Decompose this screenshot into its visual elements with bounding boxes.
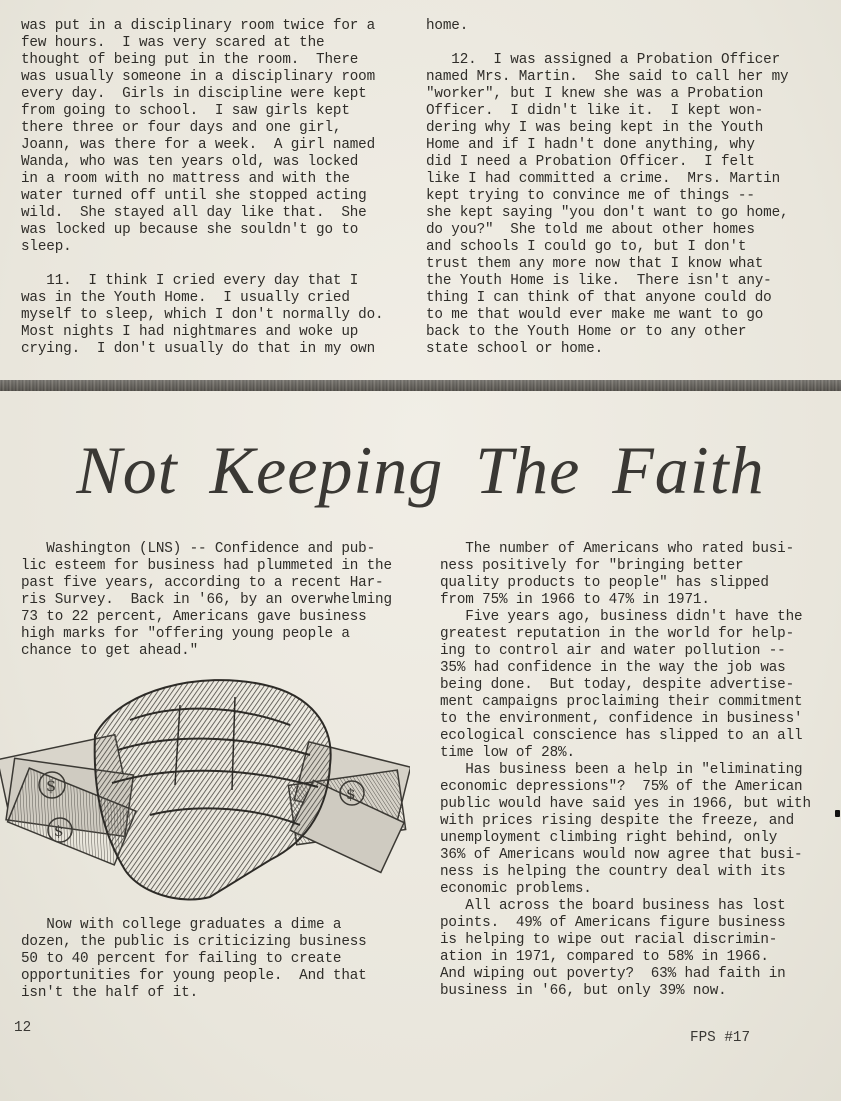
article-closing-paragraph: Now with college graduates a dime a dozen, the public is criticizing business 50 to 40 percent for failing to create opportunities for young people. And that isn't the half of it. [21, 917, 367, 1001]
edge-mark [835, 810, 840, 817]
top-left-column [21, 18, 406, 358]
svg-text:$: $ [54, 822, 64, 840]
article-body-text: The number of Americans who rated busi- ness positively for "bringing better quality products to people" has slipped from 75% in 1966 to 47% in 1971. Five years ago, business didn't have the greatest reputation in the world for help- ing to control air and water pollution -- 35% had confidence in the way the job was being done. But today, despite advertise- ment campaigns proclaiming their commitment to the environment, confidence in business' ecological conscience has slipped to an all time low of 28%. Has business been a help in "eliminating economic depressions"? 75% of the American public would have said yes in 1966, but with with prices rising despite the freeze, and unemployment climbing right behind, only 36% of Americans would now agree that busi- ness is helping the country deal with its economic problems. All across the board business has lost points. 49% of Americans figure business is helping to wipe out racial discrimin- ation in 1971, compared to 58% in 1966. And wiping out poverty? 63% had faith in business in '66, but only 39% now. [440, 541, 811, 999]
svg-text:$: $ [346, 785, 356, 803]
article-body-column [440, 541, 835, 1000]
testimony-paragraph: home. [426, 18, 469, 34]
testimony-paragraph: was put in a disciplinary room twice for a few hours. I was very scared at the thought of being put in the room. There was usually someone in a disciplinary room every day. Girls in discipline were kept from going to school. I saw girls kept there three or four days and one girl, Joann, was there for a week. A girl named Wanda, who was ten years old, was locked in a room with no mattress and with the water turned off until she stopped acting wild. She stayed all day like that. She was locked up because she souldn't go to sleep. [21, 18, 376, 255]
article-closing-column [21, 917, 416, 1002]
section-divider [0, 380, 841, 391]
article-intro-column [21, 541, 416, 660]
fist [95, 680, 331, 899]
svg-text:$: $ [46, 776, 57, 795]
article-headline: Not Keeping The Faith [76, 432, 765, 508]
page-number: 12 [14, 1020, 32, 1036]
issue-label: FPS #17 [690, 1030, 751, 1046]
fist-clutching-money-icon [0, 665, 410, 905]
testimony-paragraph: 11. I think I cried every day that I was in the Youth Home. I usually cried myself to sleep, which I don't normally do. Most nights I had nightmares and woke up crying. I don't usually do that in my own [21, 273, 384, 357]
top-right-column [426, 18, 826, 358]
testimony-paragraph: 12. I was assigned a Probation Officer named Mrs. Martin. She said to call her my "worker", but I knew she was a Probation Officer. I didn't like it. I kept won- dering why I was being kept in the Youth Home and if I hadn't done anything, why did I need a Probation Officer. I felt like I had committed a crime. Mrs. Martin kept trying to convince me of things -- she kept saying "you don't want to go home, do you?" She told me about other homes and schools I could go to, but I don't trust them any more now that I know what the Youth Home is like. There isn't any- thing I can think of that anyone could do to me that would ever make me want to go back to the Youth Home or to any other state school or home. [426, 52, 789, 357]
article-intro-paragraph: Washington (LNS) -- Confidence and pub- lic esteem for business had plummeted in the past five years, according to a recent Har- ris Survey. Back in '66, by an overwhelming 73 to 22 percent, Americans gave business high marks for "offering young people a chance to get ahead." [21, 541, 392, 659]
